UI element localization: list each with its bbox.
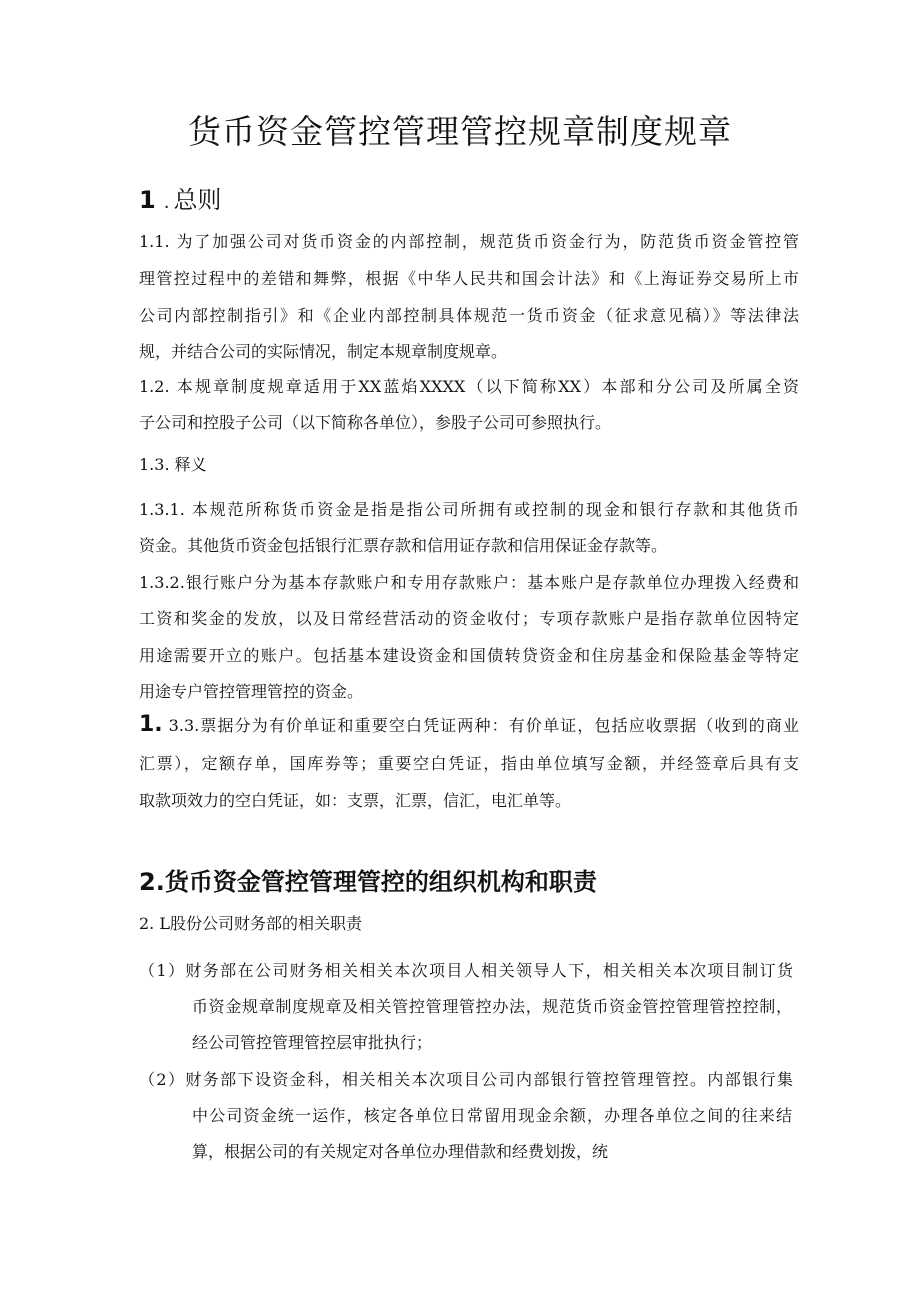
para-1-3-3-line-1-text: 3.3.票据分为有价单证和重要空白凭证两种：有价单证，包括应收票据（收到的商业 [168,716,799,735]
para-2-1: 2. L股份公司财务部的相关职责 [139,914,362,933]
para-1-3-2-line-3: 用途需要开立的账户。包括基本建设资金和国债转贷资金和住房基金和保险基金等特定 [139,646,799,665]
para-1-1-line-4: 规，并结合公司的实际情况，制定本规章制度规章。 [139,342,508,361]
para-1-3-3-line-2: 汇票），定额存单，国库券等；重要空白凭证，指由单位填写金额，并经签章后具有支 [139,754,799,773]
item-1-line-2: 币资金规章制度规章及相关管控管理管控办法，规范货币资金管控管理管控控制， [192,997,792,1016]
para-1-1-line-1: 1.1. 为了加强公司对货币资金的内部控制，规范货币资金行为，防范货币资金管控管 [139,232,799,251]
para-1-3-2-line-2: 工资和奖金的发放，以及日常经营活动的资金收付；专项存款账户是指存款单位因特定 [139,609,799,628]
item-2-line-2: 中公司资金统一运作，核定各单位日常留用现金余额，办理各单位之间的往来结 [192,1106,792,1125]
para-1-3-3-line-3: 取款项效力的空白凭证，如：支票，汇票，信汇，电汇单等。 [139,791,572,810]
para-1-1-line-2: 理管控过程中的差错和舞弊，根据《中华人民共和国会计法》和《上海证券交易所上市 [139,269,799,288]
para-1-3-1-line-2: 资金。其他货币资金包括银行汇票存款和信用证存款和信用保证金存款等。 [139,536,668,555]
para-1-3-3-line-1 [139,712,799,737]
section-1-heading [139,180,221,215]
para-1-3-1-line-1: 1.3.1. 本规范所称货币资金是指是指公司所拥有或控制的现金和银行存款和其他货币 [139,500,799,519]
section-1-dot: . [163,192,170,213]
section-2-heading: 2.货币资金管控管理管控的组织机构和职责 [139,868,597,896]
para-1-2-line-2: 子公司和控股子公司（以下简称各单位），参股子公司可参照执行。 [139,413,612,432]
item-2-line-1: （2）财务部下设资金科，相关相关本次项目公司内部银行管控管理管控。内部银行集 [139,1070,793,1089]
para-1-3: 1.3. 释义 [139,455,207,474]
para-1-3-3-bignum: 1. [139,712,163,737]
document-title: 货币资金管控管理管控规章制度规章 [188,112,732,151]
section-1-number: 1 [139,186,156,214]
para-1-2-line-1: 1.2. 本规章制度规章适用于XX蓝焰XXXX（以下简称XX）本部和分公司及所属全资 [139,377,799,396]
para-1-3-2-line-4: 用途专户管控管理管控的资金。 [139,682,364,701]
item-1-line-1: （1）财务部在公司财务相关相关本次项目人相关领导人下，相关相关本次项目制订货 [139,961,793,980]
item-1-line-3: 经公司管控管理管控层审批执行； [192,1033,433,1052]
item-2-line-3: 算，根据公司的有关规定对各单位办理借款和经费划拨，统 [192,1142,609,1161]
para-1-1-line-3: 公司内部控制指引》和《企业内部控制具体规范一货币资金（征求意见稿）》等法律法 [139,306,799,325]
para-1-3-2-line-1: 1.3.2.银行账户分为基本存款账户和专用存款账户：基本账户是存款单位办理拨入经费和 [139,573,799,592]
section-1-title: 总则 [173,186,222,214]
